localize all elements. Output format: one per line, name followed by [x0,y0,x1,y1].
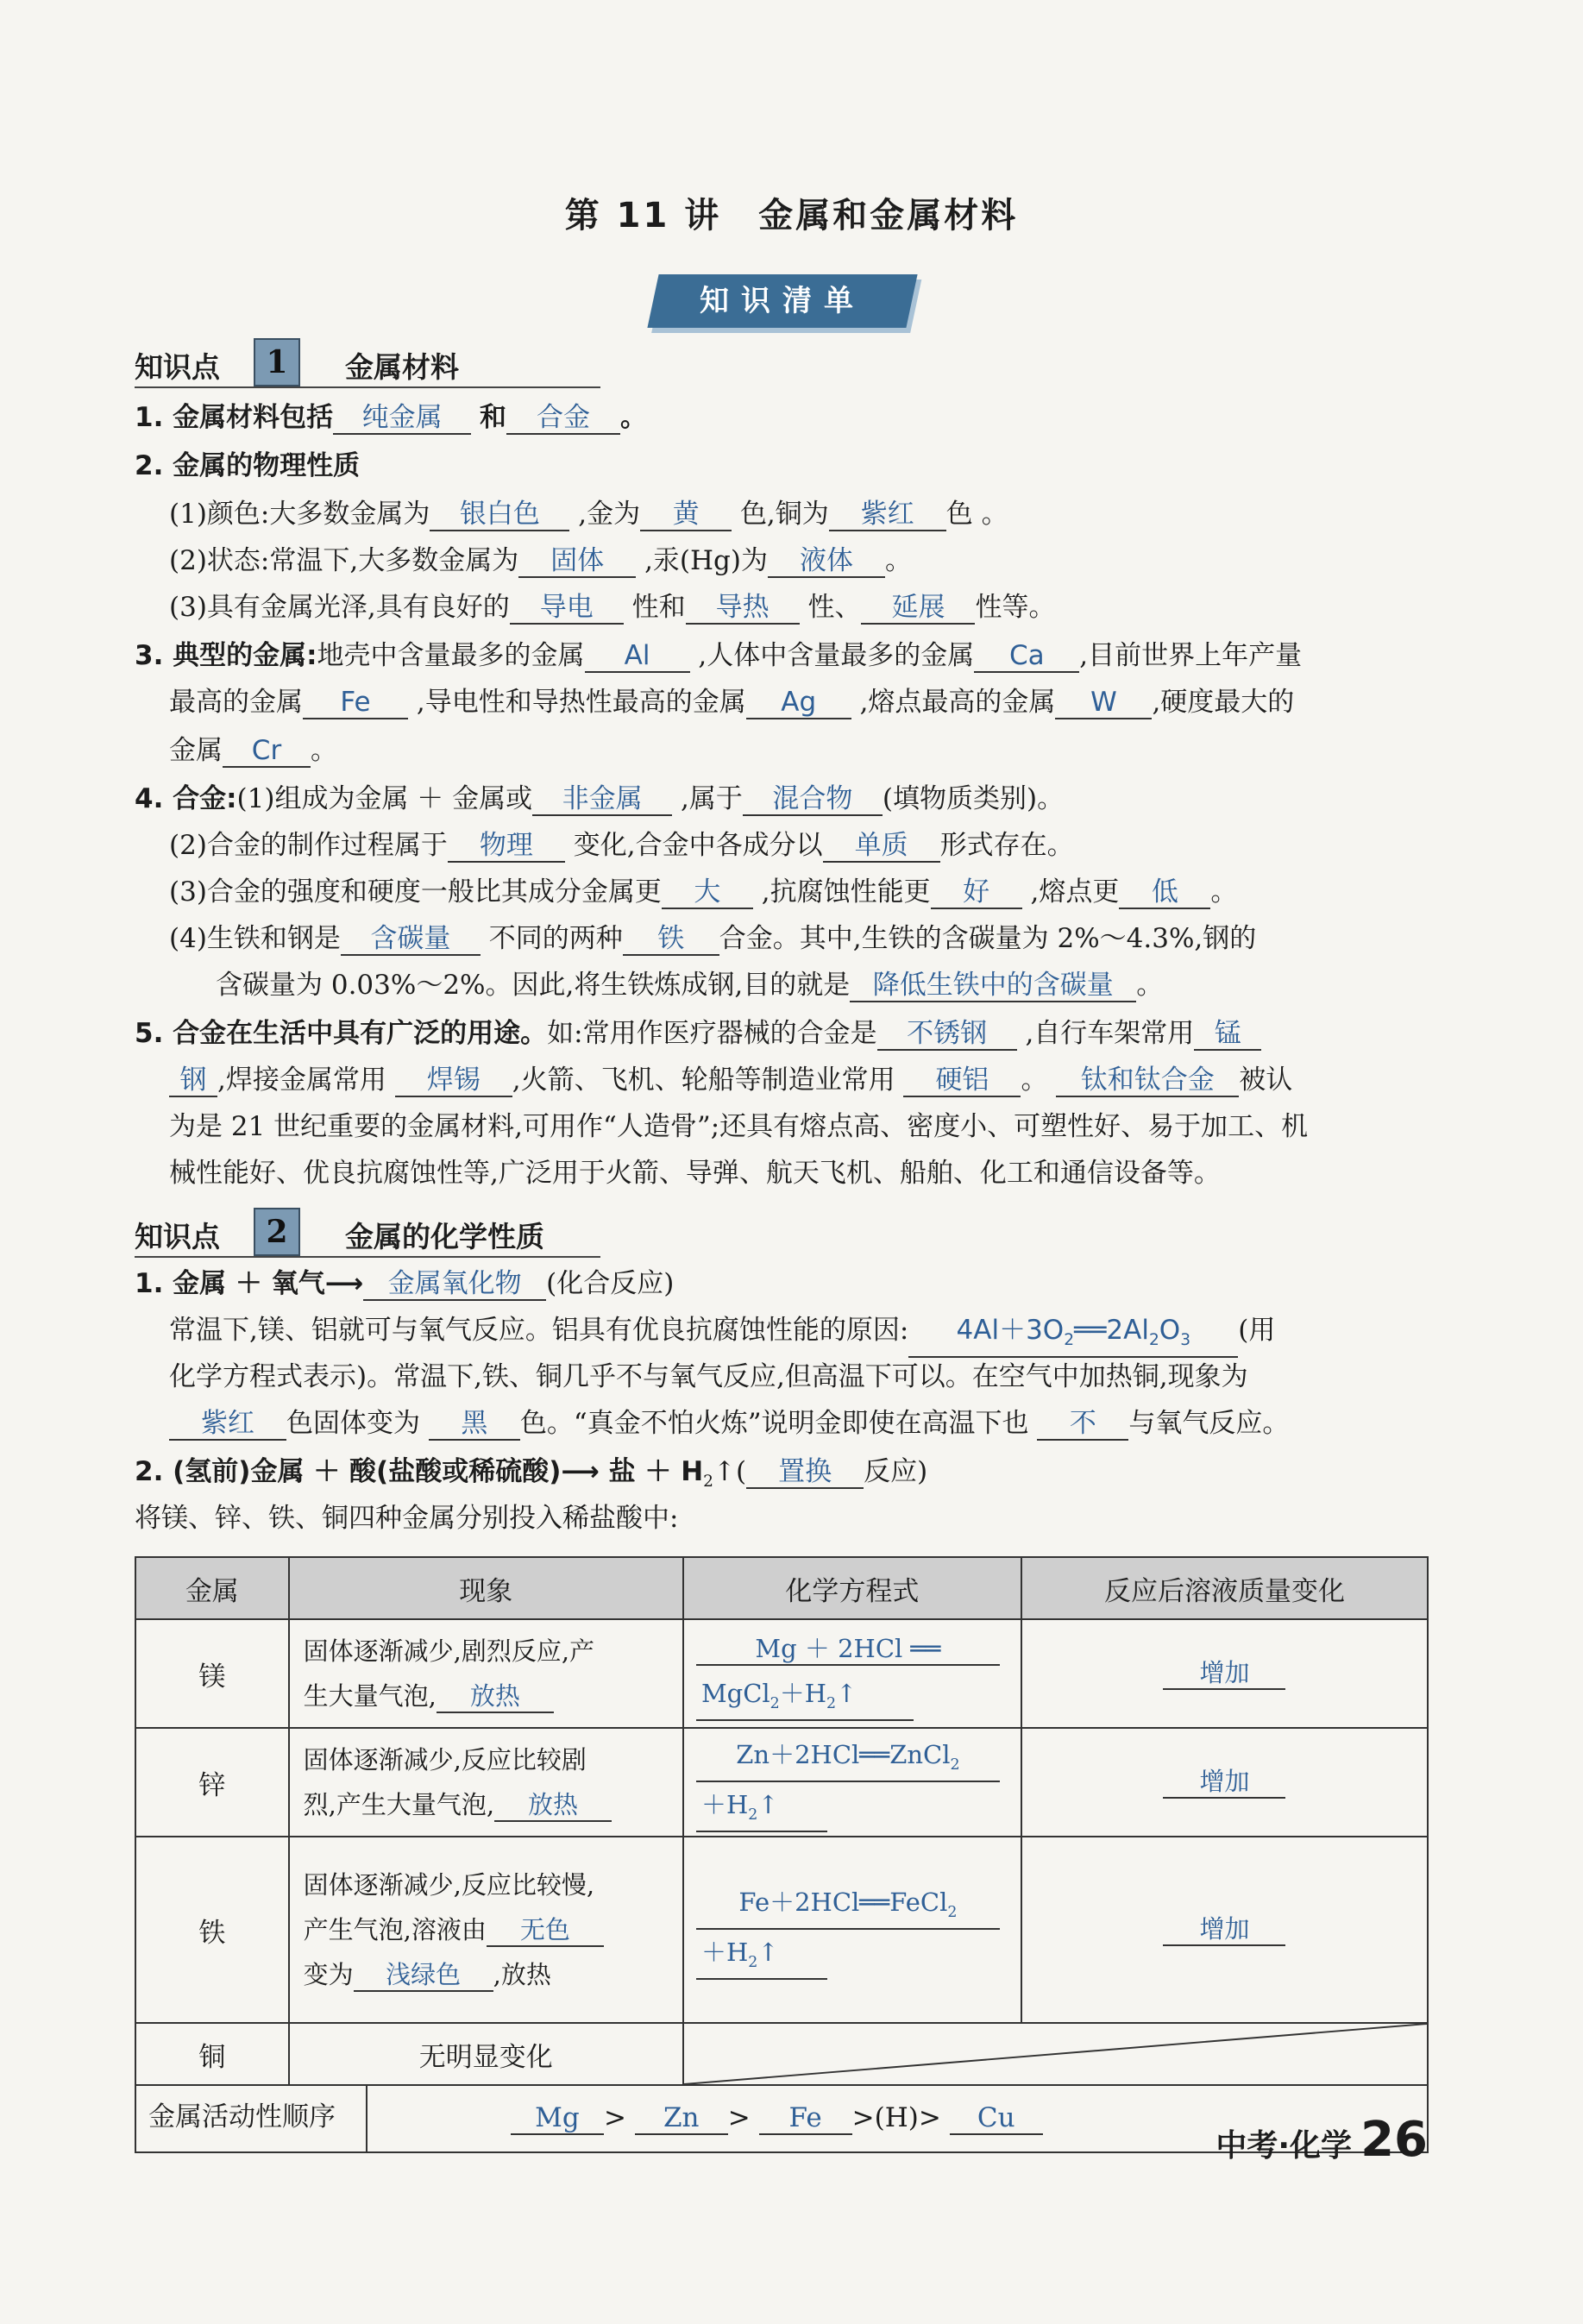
answer-blank: 紫红 [829,499,946,531]
table-header-row [135,1557,1428,1619]
item-5-line-4: 械性能好、优良抗腐蚀性等,广泛用于火箭、导弹、航天飞机、船舶、化工和通信设备等。 [169,1158,1221,1189]
answer-blank: 置换 [746,1456,864,1489]
activity-order-answers: Mg > Zn > Fe >(H)> Cu [683,2085,1428,2152]
item-5-line-1: 5. 合金在生活中具有广泛的用途。如:常用作医疗器械的合金是 不锈钢 ,自行车架常用 锰 [135,1016,1261,1051]
item-2-heading: 2. 金属的物理性质 [135,450,361,481]
metal-name: 铜 [135,2023,289,2085]
answer-blank: 含碳量 [341,923,481,956]
answer-blank: 不 [1037,1408,1128,1441]
answer-blank: Zn [635,2102,728,2135]
answer-blank: 非金属 [532,783,672,816]
activity-order-cell: 金属活动性顺序 [135,2085,683,2152]
answer-blank: 放热 [437,1680,554,1713]
knowledge-point-number: 1 [254,338,300,386]
knowledge-point-2-heading: 知识点 2 金属的化学性质 [135,1208,600,1258]
item-2-3-luster: (3)具有金属光泽,具有良好的 导电 性和 导热 性、 延展 性等。 [169,592,1056,623]
column-header: 化学方程式 [683,1557,1021,1619]
equation-cell: Zn＋2HCl══ZnCl$_2$ $+H_2↑$ [683,1728,1021,1837]
mass-change-cell [1021,1619,1428,1728]
answer-blank: 无色 [487,1914,604,1947]
item-3-line-2: 最高的金属 Fe ,导电性和导热性最高的金属 Ag ,熔点最高的金属 W ,硬度最大的 [169,687,1295,718]
answer-blank: 硬铝 [903,1065,1021,1097]
subject-label: 中考·化学 [1216,2128,1353,2164]
answer-blank: 金属氧化物 [363,1268,546,1301]
answer-blank: $4Al+3O_2══2Al_2O_3$ [908,1315,1238,1358]
answer-blank: 大 [662,876,753,909]
answer-blank: 浅绿色 [354,1959,493,1992]
answer-blank: Fe [303,687,408,719]
mass-change-cell [1021,1837,1428,2023]
metal-oxygen-line: 1. 金属 ＋ 氧气⟶ 金属氧化物 (化合反应) [135,1268,675,1299]
item-5-line-3: 为是 21 世纪重要的金属材料,可用作“人造骨”;还具有熔点高、密度小、可塑性好、易于加工、机 [169,1111,1309,1142]
table-row [135,1837,1428,2023]
answer-blank: 低 [1119,876,1210,909]
column-header: 金属 [135,1557,289,1619]
answer-blank: 物理 [448,830,565,863]
answer-blank: Al [585,640,690,673]
phenomenon-cell: 固体逐渐减少,反应比较剧 烈,产生大量气泡, 放热 [289,1728,683,1837]
answer-blank: 钛和钛合金 [1056,1065,1239,1097]
answer-blank: Ca [974,640,1079,673]
answer-blank: 降低生铁中的含碳量 [850,970,1136,1002]
page-number: 26 [1360,2112,1428,2168]
item-4-4-alloy-cont: 含碳量为 0.03%～2%。因此,将生铁炼成钢,目的就是 降低生铁中的含碳量 。 [216,970,1164,1001]
gold-line: 紫红 色固体变为 黑 色。“真金不怕火炼”说明金即使在高温下也 不 与氧气反应。 [169,1406,1289,1441]
table-row [135,1728,1428,1837]
answer-blank: Mg [511,2102,604,2135]
metal-name: 镁 [135,1619,289,1728]
table-row [135,2023,1428,2085]
answer-blank: 导热 [686,592,800,625]
answer-blank: 混合物 [743,783,883,816]
answer-blank: 导电 [510,592,624,625]
answer-blank: 紫红 [169,1408,286,1441]
lecture-title: 第 11 讲 金属和金属材料 [564,196,1019,236]
metal-acid-line: 2. (氢前)金属 ＋ 酸(盐酸或稀硫酸)⟶ 盐 ＋ $H_2↑$( 置换 反应) [135,1456,928,1492]
answer-blank: Ag [746,687,851,719]
answer-blank: 增加 [1163,1657,1285,1690]
item-4-3-alloy: (3)合金的强度和硬度一般比其成分金属更 大 ,抗腐蚀性能更 好 ,熔点更 低 。 [169,876,1238,908]
metal-name: 锌 [135,1728,289,1837]
item-3-line-3: 金属 Cr 。 [169,735,337,766]
table-intro: 将镁、锌、铁、铜四种金属分别投入稀盐酸中: [135,1503,679,1534]
item-1-materials: 1. 金属材料包括 纯金属 和 合金 。 [135,402,647,433]
answer-blank: 延展 [861,592,975,625]
answer-blank: 钢 [169,1065,217,1097]
answer-blank: Cr [223,735,311,768]
item-4-1-alloy: 4. 合金:(1)组成为金属 ＋ 金属或 非金属 ,属于 混合物 (填物质类别)。 [135,783,1065,814]
answer-blank: 增加 [1163,1913,1285,1946]
metal-reaction-table [135,1556,1429,2153]
page-footer [1216,2112,1428,2168]
aluminum-reason-line: 常温下,镁、铝就可与氧气反应。铝具有优良抗腐蚀性能的原因: $4Al+3O_2══2Al_2O_3$ (用 [169,1313,1275,1358]
item-2-1-color: (1)颜色:大多数金属为 银白色 ,金为 黄 色,铜为 紫红 色 。 [169,499,1008,530]
answer-blank: 单质 [823,830,940,863]
answer-blank: 纯金属 [333,402,471,435]
column-header: 反应后溶液质量变化 [1021,1557,1428,1619]
metal-name: 铁 [135,1837,289,2023]
diagonal-line [684,2024,1427,2084]
answer-blank: 固体 [518,545,636,578]
answer-blank: 增加 [1163,1766,1285,1799]
phenomenon-cell: 固体逐渐减少,剧烈反应,产 生大量气泡, 放热 [289,1619,683,1728]
item-4-4-alloy: (4)生铁和钢是 含碳量 不同的两种 铁 合金。其中,生铁的含碳量为 2%～4.3%,钢的 [169,923,1257,954]
answer-blank: Fe [759,2102,852,2135]
phenomenon-cell: 无明显变化 [289,2023,683,2085]
answer-blank: Cu [950,2102,1043,2135]
table-row [135,1619,1428,1728]
knowledge-point-1-heading: 知识点 1 金属材料 [135,338,600,388]
answer-blank: 不锈钢 [877,1018,1017,1051]
item-2-2-state: (2)状态:常温下,大多数金属为 固体 ,汞(Hg)为 液体 。 [169,545,912,576]
answer-blank: 铁 [623,923,719,956]
answer-blank: 放热 [494,1789,612,1822]
equation-cell: Fe＋2HCl══FeCl$_2$ $+H_2↑$ [683,1837,1021,2023]
item-4-2-alloy: (2)合金的制作过程属于 物理 变化,合金中各成分以 单质 形式存在。 [169,830,1074,861]
knowledge-point-number: 2 [254,1208,300,1256]
mass-change-cell [1021,1728,1428,1837]
answer-blank: 锰 [1194,1018,1261,1051]
answer-blank: 焊锡 [395,1065,512,1097]
answer-blank: 银白色 [430,499,569,531]
section-banner: 知识清单 [647,274,917,328]
answer-blank: 黄 [640,499,732,531]
column-header: 现象 [289,1557,683,1619]
answer-blank: 合金 [506,402,620,435]
answer-blank: 好 [931,876,1022,909]
answer-blank: 液体 [768,545,885,578]
answer-blank: W [1055,687,1152,719]
answer-blank: 黑 [429,1408,520,1441]
phenomenon-cell: 固体逐渐减少,反应比较慢, 产生气泡,溶液由 无色 变为 浅绿色 ,放热 [289,1837,683,2023]
item-3-line-1: 3. 典型的金属:地壳中含量最多的金属 Al ,人体中含量最多的金属 Ca ,目前世界上年产量 [135,640,1303,671]
no-reaction-cell [683,2023,1428,2085]
copper-heating-line: 化学方程式表示)。常温下,铁、铜几乎不与氧气反应,但高温下可以。在空气中加热铜,现象为 [169,1361,1248,1392]
item-5-line-2: 钢 ,焊接金属常用 焊锡 ,火箭、飞机、轮船等制造业常用 硬铝 。 钛和钛合金 被认 [169,1063,1292,1097]
equation-cell: Mg ＋ 2HCl ══ $MgCl_2+H_2↑$ [683,1619,1021,1728]
